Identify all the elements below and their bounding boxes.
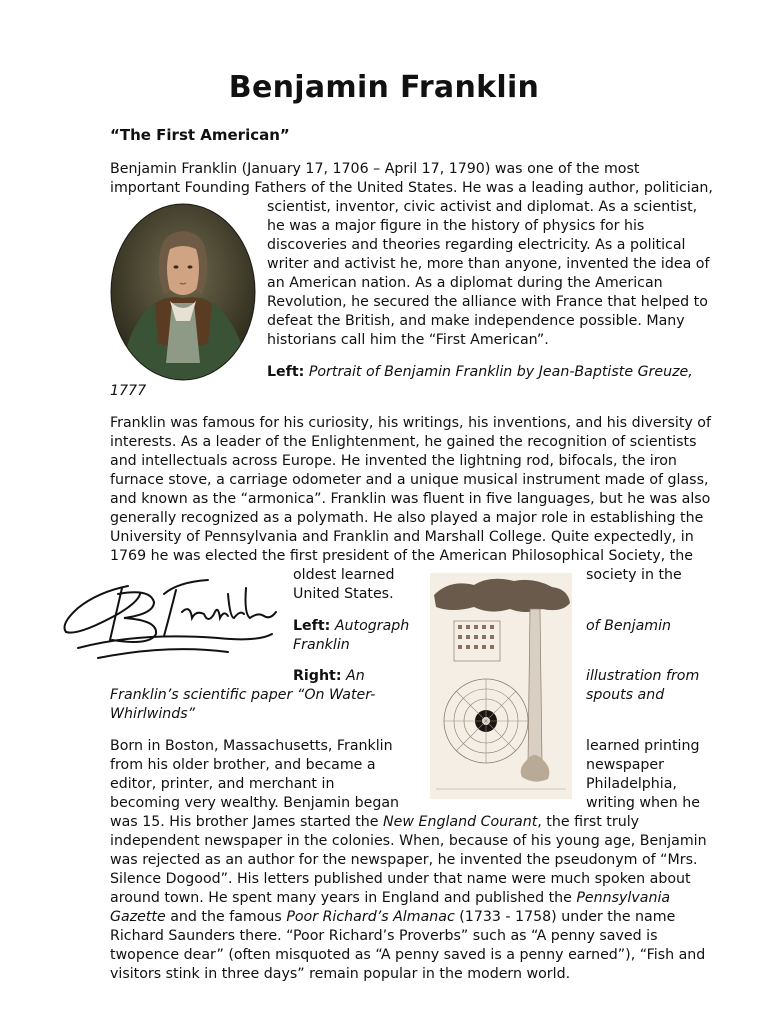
caption-year: 1777 [110, 383, 147, 399]
caption-text: Franklin’s scientific paper [110, 687, 293, 703]
text-line: historians call him the “First American”. [267, 332, 549, 348]
text-line: editor, printer, and merchant in [110, 776, 335, 792]
caption-text: An [346, 668, 365, 684]
text-line: writer and activist he, more than anyone, invented the idea of [267, 256, 710, 272]
text-line [110, 908, 675, 927]
text-line: important Founding Fathers of the United States. He was a leading author, politician, [110, 180, 713, 196]
text-line: twopence dear” (often misquoted as “A penny saved is a penny earned”), “Fish and [110, 947, 706, 963]
text-span: and the famous [165, 909, 287, 925]
text-line: was rejected as an author for the newspaper, he invented the pseudonym of “Mrs. [110, 852, 698, 868]
caption-text: Autograph [334, 618, 410, 634]
text-line: oldest learned [293, 567, 395, 583]
text-line: newspaper [586, 757, 664, 773]
text-line: Benjamin Franklin (January 17, 1706 – April 17, 1790) was one of the most [110, 161, 640, 177]
page-subtitle: “The First American” [110, 126, 290, 144]
text-line: writing when he [586, 795, 700, 811]
caption-text: of Benjamin [586, 618, 672, 634]
text-line: becoming very wealthy. Benjamin began [110, 795, 400, 811]
newspaper-title: New England Courant [383, 814, 538, 830]
text-line: discoveries and theories regarding electricity. As a political [267, 237, 686, 253]
autograph-caption-cont [586, 617, 671, 636]
text-span: was 15. His brother James started the [110, 814, 384, 830]
text-line: interests. As a leader of the Enlightenment, he gained the recognition of scientists [110, 434, 697, 450]
text-line: furnace stove, a carriage odometer and a unique musical instrument made of glass, [110, 472, 709, 488]
caption-label: Left: [267, 364, 305, 380]
text-line: he was a major figure in the history of physics for his [267, 218, 645, 234]
text-line: independent newspaper in the colonies. When, because of his young age, Benjamin [110, 833, 707, 849]
autograph-caption-cont [293, 636, 350, 655]
caption-label: Left: [293, 618, 331, 634]
illustration-caption-cont [297, 686, 375, 705]
portrait-caption [267, 363, 693, 382]
text-span: (1733 - 1758) under the name [454, 909, 676, 925]
illustration-caption-cont [586, 686, 664, 705]
almanac-title: Poor Richard’s Almanac [286, 909, 455, 925]
text-line: Franklin was famous for his curiosity, his writings, his inventions, and his diversity of [110, 415, 711, 431]
page-title: Benjamin Franklin [228, 70, 540, 105]
caption-text: spouts and [586, 687, 665, 703]
portrait-caption-year [110, 382, 146, 401]
franklin-autograph-image [58, 574, 280, 666]
text-line: from his older brother, and became a [110, 757, 376, 773]
illustration-caption-cont [110, 705, 195, 724]
text-line: University of Pennsylvania and Franklin and Marshall College. Quite expectedly, in [110, 529, 694, 545]
text-line: Philadelphia, [586, 776, 677, 792]
text-line: United States. [293, 586, 394, 602]
text-line: Revolution, he secured the alliance with France that helped to [267, 294, 708, 310]
autograph-caption [293, 617, 409, 636]
text-line: Richard Saunders there. “Poor Richard’s Proverbs” such as “A penny saved is [110, 928, 658, 944]
text-line: Silence Dogood”. His letters published under that name were much spoken about [110, 871, 691, 887]
newspaper-title: Gazette [110, 909, 166, 925]
illustration-caption [293, 667, 365, 686]
text-line: and known as the “armonica”. Franklin was fluent in five languages, but he was also [110, 491, 711, 507]
illustration-caption-cont [586, 667, 699, 686]
text-line: defeat the British, and make independence possible. Many [267, 313, 685, 329]
caption-text: illustration from [586, 668, 700, 684]
illustration-caption-cont [110, 686, 292, 705]
caption-label: Right: [293, 668, 342, 684]
text-line: 1769 he was elected the first president of the American Philosophical Society, the [110, 548, 693, 564]
text-line: society in the [586, 567, 682, 583]
waterspout-illustration-image [430, 573, 572, 799]
text-line [110, 889, 670, 908]
caption-text: Franklin [293, 637, 350, 653]
text-line: visitors stink in three days” remain popular in the modern world. [110, 966, 571, 982]
text-line: scientist, inventor, civic activist and diplomat. As a scientist, [267, 199, 698, 215]
text-line [110, 813, 639, 832]
text-line: learned printing [586, 738, 700, 754]
text-span: around town. He spent many years in England and published the [110, 890, 577, 906]
text-line: generally recognized as a polymath. He also played a major role in establishing the [110, 510, 704, 526]
text-line: Born in Boston, Massachusetts, Franklin [110, 738, 393, 754]
franklin-portrait-image [110, 203, 256, 381]
caption-text: Whirlwinds” [110, 706, 196, 722]
text-line: and intellectuals across Europe. He invented the lightning rod, bifocals, the iron [110, 453, 677, 469]
caption-text: “On Water- [297, 687, 376, 703]
text-line: an American nation. As a diplomat during the American [267, 275, 663, 291]
newspaper-title: Pennsylvania [576, 890, 671, 906]
caption-text: Portrait of Benjamin Franklin by Jean-Baptiste Greuze, [308, 364, 693, 380]
text-span: , the first truly [537, 814, 640, 830]
